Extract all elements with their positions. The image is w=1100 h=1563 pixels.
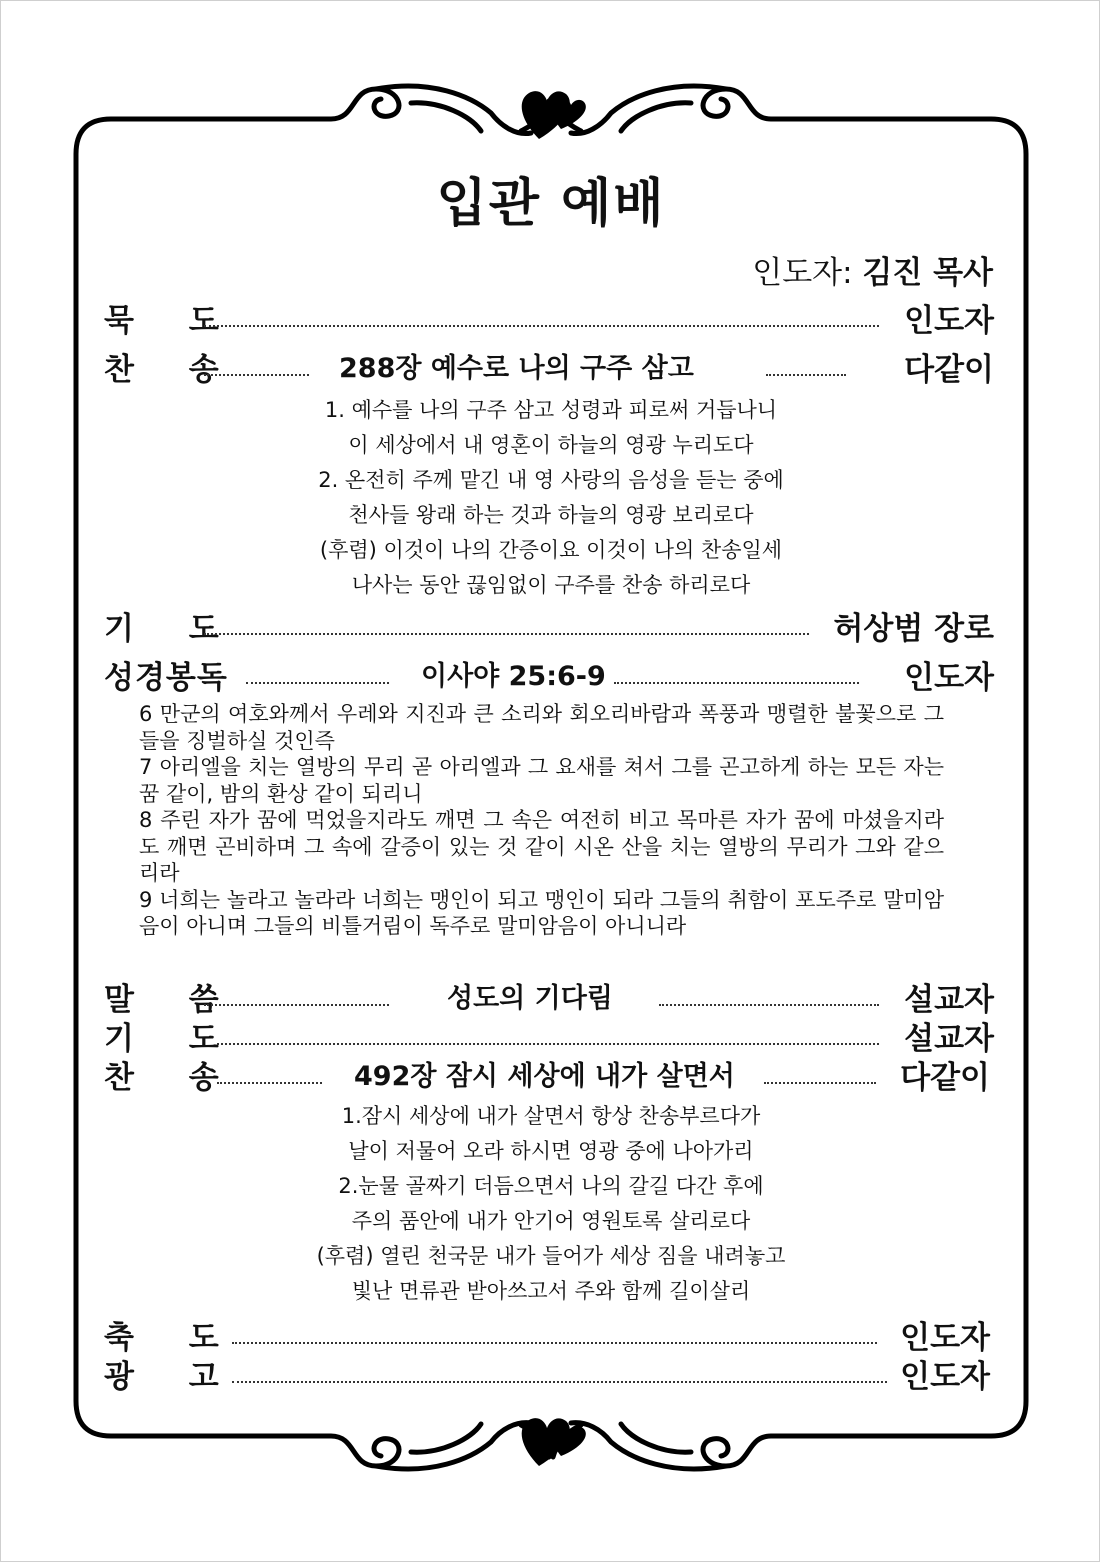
leader-dots bbox=[217, 1043, 879, 1045]
order-leader: 인도자 bbox=[900, 1359, 990, 1395]
leader-dots bbox=[659, 1004, 879, 1006]
verse: 9 너희는 놀라고 놀라라 너희는 맹인이 되고 맹인이 되라 그들의 취함이 포도주로 말미암음이 아니며 그들의 비틀거림이 독주로 말미암음이 아니니라 bbox=[139, 887, 944, 938]
order-leader: 허상범 장로 bbox=[833, 611, 994, 647]
hymn-title: 492장 잠시 세상에 내가 살면서 bbox=[354, 1061, 735, 1092]
order-leader: 설교자 bbox=[904, 1021, 994, 1057]
scripture-text bbox=[139, 701, 944, 940]
leader-dots bbox=[246, 682, 389, 684]
order-label: 말 씀 bbox=[104, 982, 241, 1018]
lyric-line: 2.눈물 골짜기 더듬으면서 나의 갈길 다간 후에 bbox=[338, 1174, 764, 1198]
lyric-line: (후렴) 이것이 나의 간증이요 이것이 나의 찬송일세 bbox=[319, 538, 783, 562]
leader-dots bbox=[204, 1004, 389, 1006]
lyric-line: (후렴) 열린 천국문 내가 들어가 세상 짐을 내려놓고 bbox=[316, 1244, 786, 1268]
verse: 6 만군의 여호와께서 우레와 지진과 큰 소리와 회오리바람과 폭풍과 맹렬한 불꽃으로 그들을 징벌하실 것인즉 bbox=[139, 702, 944, 753]
order-row-scripture bbox=[104, 652, 994, 696]
leader-dots bbox=[764, 1082, 876, 1084]
leader-dots bbox=[232, 1381, 887, 1383]
leader-dots bbox=[614, 682, 859, 684]
order-leader: 다같이 bbox=[904, 352, 994, 388]
order-leader: 인도자 bbox=[900, 1320, 990, 1356]
sermon-title: 성도의 기다림 bbox=[447, 983, 613, 1014]
order-label: 축 도 bbox=[104, 1320, 241, 1356]
order-row-prayer2 bbox=[104, 1013, 994, 1057]
leader-dots bbox=[232, 1342, 877, 1344]
order-leader: 인도자 bbox=[904, 660, 994, 696]
order-row-sermon bbox=[104, 974, 994, 1018]
order-leader: 인도자 bbox=[904, 303, 994, 339]
order-label: 묵 도 bbox=[104, 303, 241, 339]
order-leader: 설교자 bbox=[904, 982, 994, 1018]
verse: 8 주린 자가 꿈에 먹었을지라도 깨면 그 속은 여전히 비고 목마른 자가 꿈에 마셨을지라도 깨면 곤비하며 그 속에 갈증이 있는 것 같이 시온 산을 치는 열방의 무리가 그와 같으리라 bbox=[139, 808, 944, 885]
leader-dots bbox=[204, 633, 809, 635]
order-label: 광 고 bbox=[104, 1359, 241, 1395]
order-label: 기 도 bbox=[104, 1021, 241, 1057]
lyric-line: 나사는 동안 끊임없이 구주를 찬송 하리로다 bbox=[351, 573, 751, 597]
order-row-prayer1 bbox=[104, 603, 994, 647]
order-row-announcements bbox=[104, 1351, 990, 1395]
presider-label: 인도자: bbox=[752, 255, 853, 291]
scripture-reference: 이사야 25:6-9 bbox=[421, 661, 606, 692]
leader-dots bbox=[204, 374, 309, 376]
page-title: 입관 예배 bbox=[436, 174, 666, 234]
order-label: 성경봉독 bbox=[104, 660, 228, 696]
lyric-line: 1. 예수를 나의 구주 삼고 성령과 피로써 거듭나니 bbox=[324, 398, 778, 422]
lyric-line: 빛난 면류관 받아쓰고서 주와 함께 길이살리 bbox=[351, 1279, 751, 1303]
order-label: 찬 송 bbox=[104, 352, 241, 388]
lyric-line: 천사들 왕래 하는 것과 하늘의 영광 보리로다 bbox=[348, 503, 754, 527]
order-row-benediction bbox=[104, 1312, 990, 1356]
presider-name: 김진 목사 bbox=[862, 255, 993, 291]
leader-dots bbox=[204, 325, 879, 327]
leader-dots bbox=[766, 374, 846, 376]
verse: 7 아리엘을 치는 열방의 무리 곧 아리엘과 그 요새를 쳐서 그를 곤고하게 하는 모든 자는 꿈 같이, 밤의 환상 같이 되리니 bbox=[139, 755, 944, 806]
order-label: 기 도 bbox=[104, 611, 241, 647]
lyric-line: 1.잠시 세상에 내가 살면서 항상 찬송부르다가 bbox=[341, 1104, 761, 1128]
lyric-line: 주의 품안에 내가 안기어 영원토록 살리로다 bbox=[351, 1209, 751, 1233]
order-label: 찬 송 bbox=[104, 1060, 241, 1096]
hymn-title: 288장 예수로 나의 구주 삼고 bbox=[339, 353, 694, 384]
lyric-line: 2. 온전히 주께 맡긴 내 영 사랑의 음성을 듣는 중에 bbox=[318, 468, 784, 492]
order-leader: 다같이 bbox=[900, 1060, 990, 1096]
order-row-silent-prayer bbox=[104, 295, 994, 339]
presider-line bbox=[752, 247, 993, 292]
order-row-hymn1 bbox=[104, 344, 994, 388]
order-row-hymn2 bbox=[104, 1052, 990, 1096]
lyric-line: 이 세상에서 내 영혼이 하늘의 영광 누리도다 bbox=[348, 433, 754, 457]
leader-dots bbox=[217, 1082, 322, 1084]
lyric-line: 날이 저물어 오라 하시면 영광 중에 나아가리 bbox=[348, 1139, 754, 1163]
